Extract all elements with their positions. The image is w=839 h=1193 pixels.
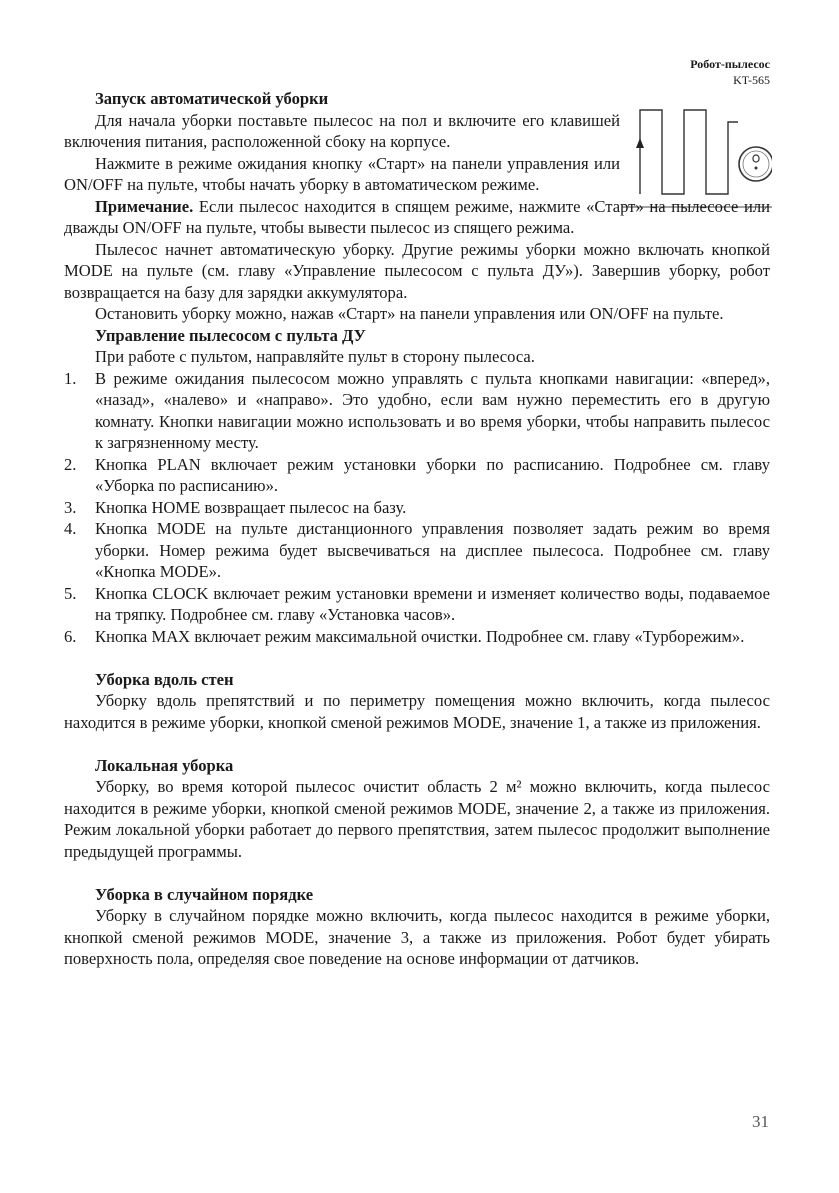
page-header: [690, 56, 770, 88]
list-item: 3. Кнопка HOME возвращает пылесос на базу.: [64, 497, 407, 517]
paragraph: Для начала уборки поставьте пылесос на пол и включите его клавишей включения питания, расположенной сбоку на корпусе.: [64, 110, 620, 151]
remote-buttons-list: [64, 368, 770, 648]
note-label: Примечание.: [95, 196, 194, 216]
list-item: 4. Кнопка MODE на пульте дистанционного управления позволяет задать режим во время уборки. Номер режима будет высвечиваться на дисплее пылесоса. Подробнее см. главу «Кнопка MODE».: [64, 519, 770, 581]
heading-random-cleaning: Уборка в случайном порядке: [95, 884, 314, 904]
list-item: 2. Кнопка PLAN включает режим установки уборки по расписанию. Подробнее см. главу «Уборка по расписанию».: [64, 454, 770, 495]
list-item: 1. В режиме ожидания пылесосом можно управлять с пульта кнопками навигации: «вперед», «назад», «налево» и «направо». Это удобно, если вам нужно переместить его в другую комнату. Кнопки навигации можно использовать и во время уборки, чтобы направить пылесос к загрязненному месту.: [64, 368, 770, 452]
list-item: 6. Кнопка MAX включает режим максимальной очистки. Подробнее см. главу «Турборежим».: [64, 626, 745, 646]
note-paragraph: [64, 196, 770, 239]
header-title: Робот-пылесос: [690, 57, 770, 71]
heading-remote-control: Управление пылесосом с пульта ДУ: [95, 325, 366, 345]
list-item: 5. Кнопка CLOCK включает режим установки времени и изменяет количество воды, подаваемое на тряпку. Подробнее см. главу «Установка часов».: [64, 583, 770, 624]
paragraph: Уборку в случайном порядке можно включить, когда пылесос находится в режиме уборки, кнопкой сменой режимов MODE, значение 3, а также из приложения. Робот будет убирать поверхность пола, определяя свое поведение на основе информации от датчиков.: [64, 906, 770, 968]
paragraph: Остановить уборку можно, нажав «Старт» на панели управления или ON/OFF на пульте.: [95, 304, 724, 323]
page-content: [64, 88, 770, 970]
heading-local-cleaning: Локальная уборка: [95, 755, 234, 775]
paragraph: Нажмите в режиме ожидания кнопку «Старт» на панели управления или ON/OFF на пульте, чтобы начать уборку в автоматическом режиме.: [64, 153, 620, 194]
note-text: Если пылесос находится в спящем режиме, нажмите «Старт» на пылесосе или дважды ON/OFF на пульте, чтобы вывести пылесос из спящего режима.: [64, 196, 770, 237]
paragraph: Уборку вдоль препятствий и по периметру помещения можно включить, когда пылесос находится в режиме уборки, кнопкой сменой режимов MODE, значение 1, а также из приложения.: [64, 691, 770, 732]
paragraph: Уборку, во время которой пылесос очистит область 2 м² можно включить, когда пылесос находится в режиме уборки, кнопкой сменой режимов MODE, значение 2, а также из приложения. Режим локальной уборки работает до первого препятствия, затем пылесос продолжит выполнение предыдущей программы.: [64, 777, 770, 861]
heading-wall-cleaning: Уборка вдоль стен: [95, 669, 234, 689]
header-model: KT-565: [733, 73, 770, 87]
paragraph: При работе с пультом, направляйте пульт в сторону пылесоса.: [95, 347, 535, 366]
page-number: 31: [752, 1112, 769, 1131]
heading-auto-cleaning: Запуск автоматической уборки: [95, 89, 329, 108]
paragraph: Пылесос начнет автоматическую уборку. Другие режимы уборки можно включать кнопкой MODE на пульте (см. главу «Управление пылесосом с пульта ДУ»). Завершив уборку, робот возвращается на базу для зарядки аккумулятора.: [64, 239, 770, 302]
